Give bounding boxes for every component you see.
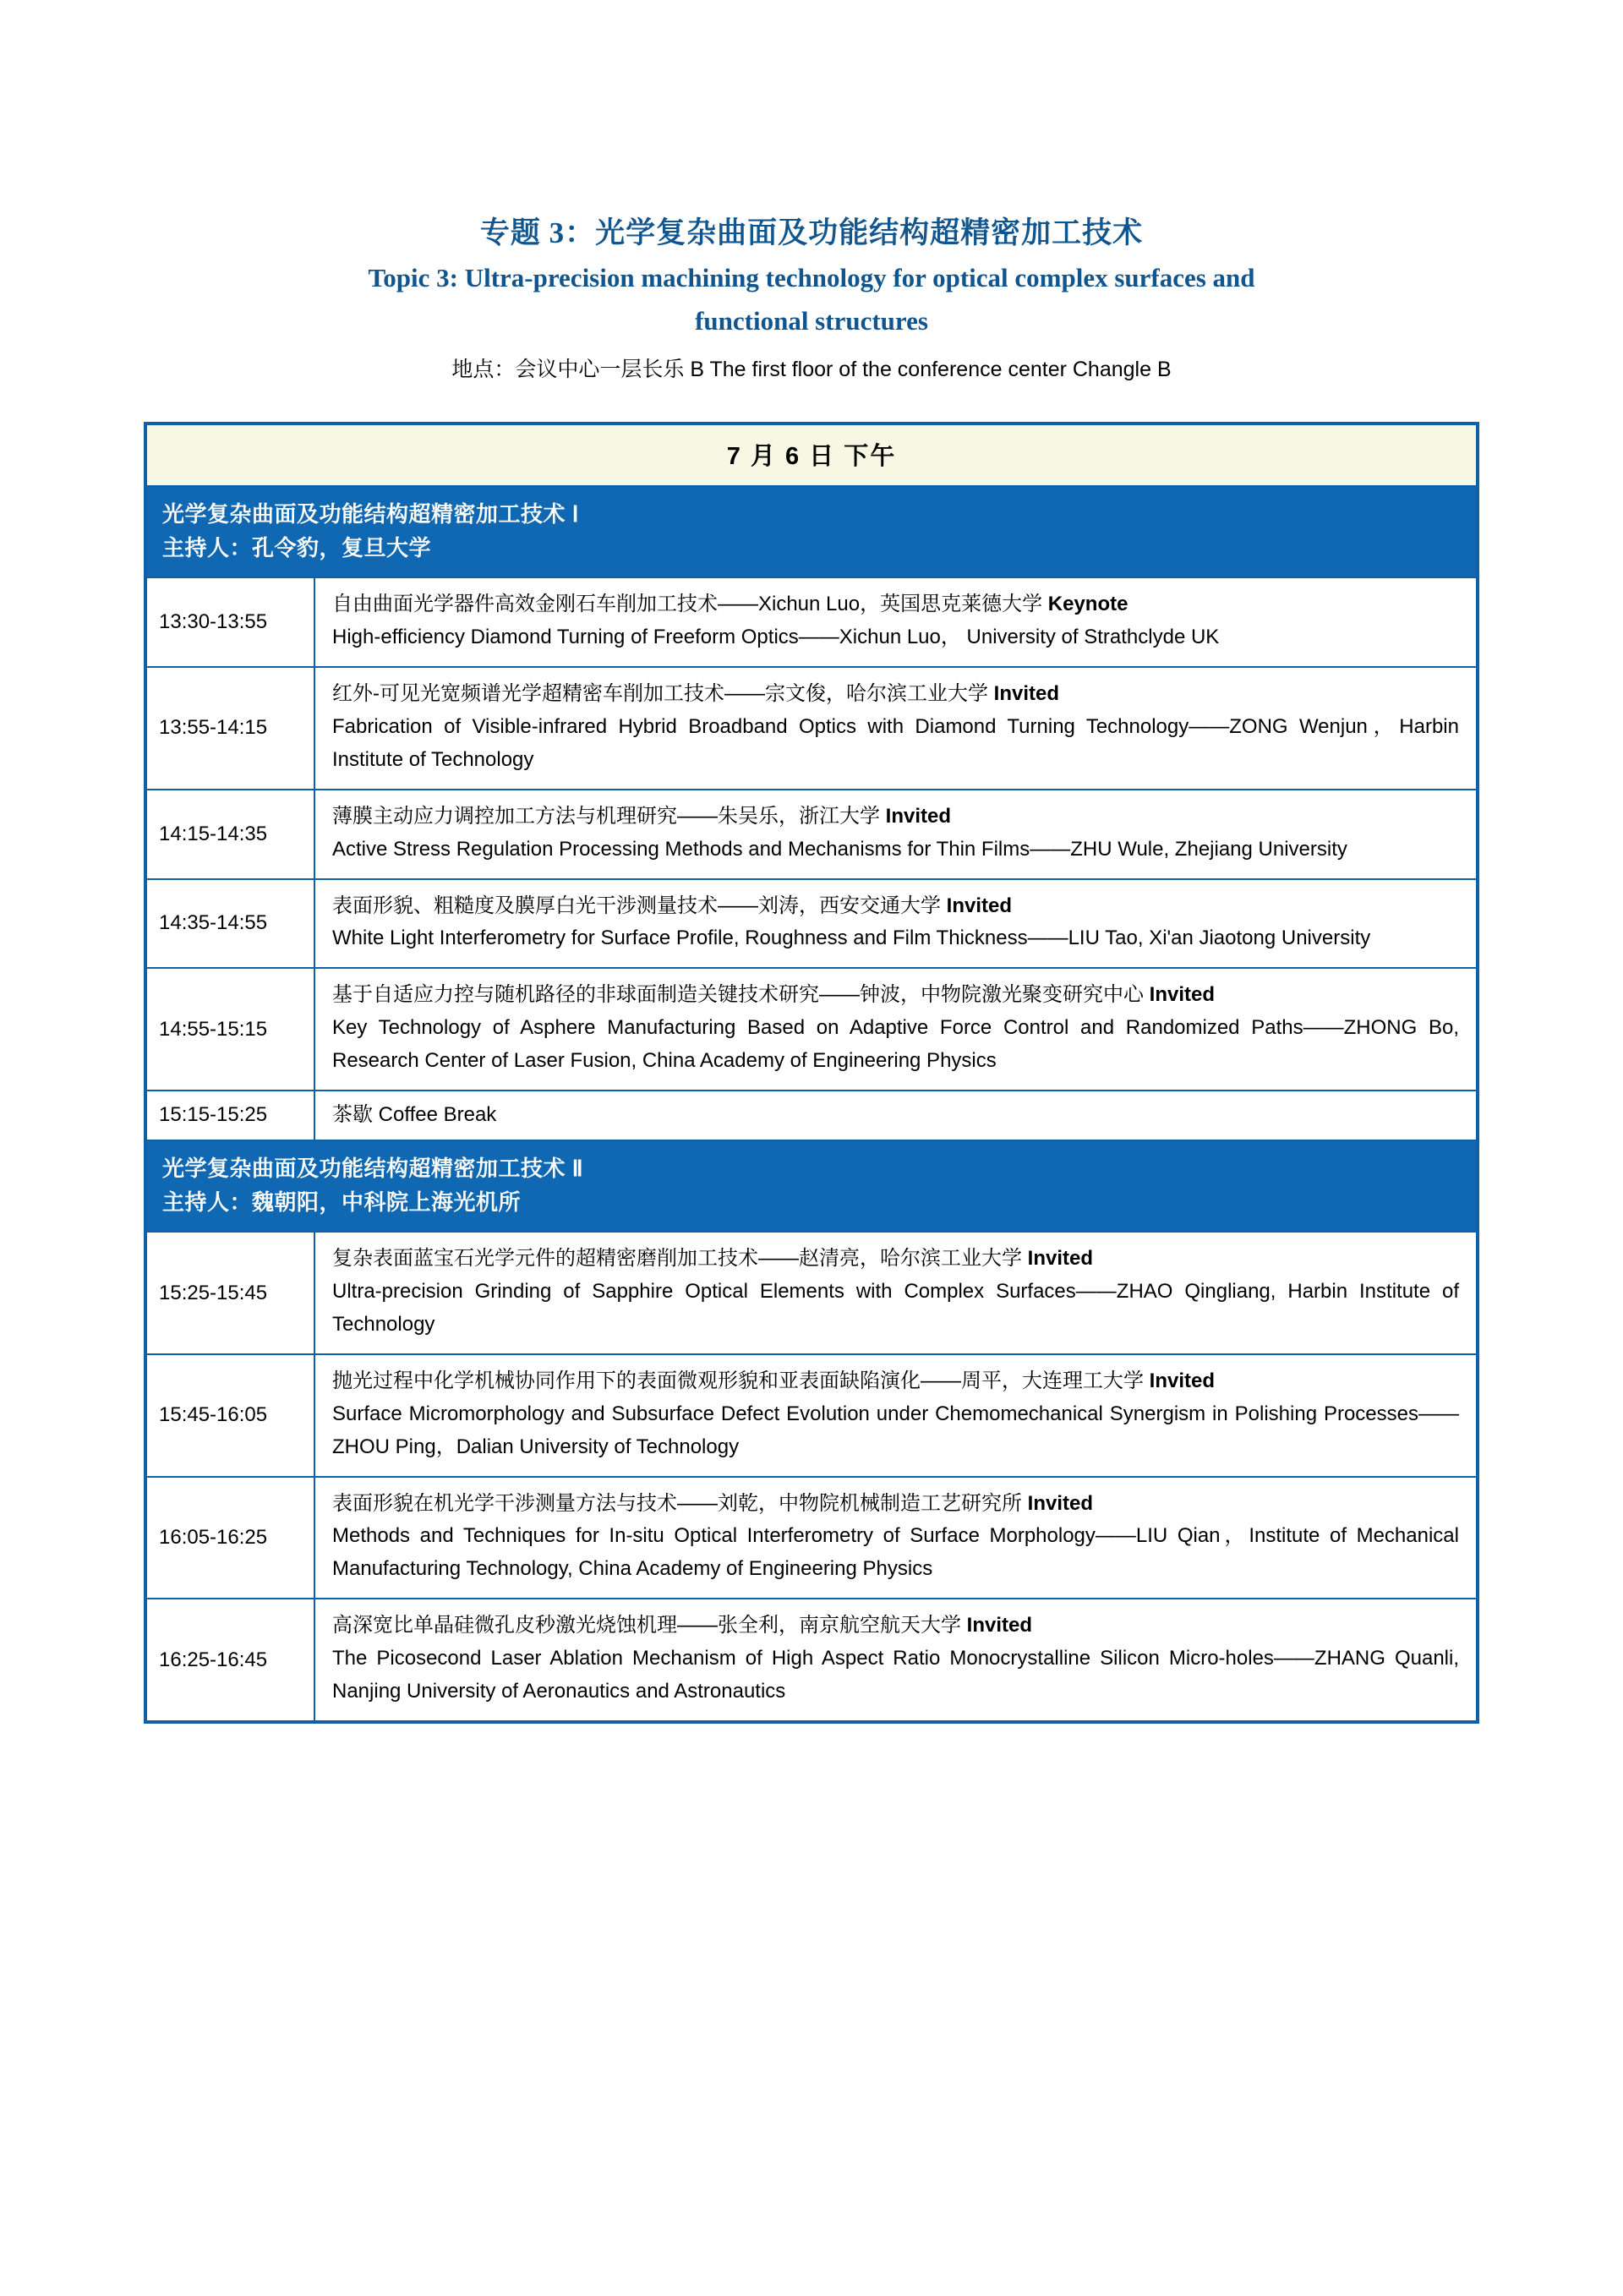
talk-tag: Invited <box>946 894 1013 917</box>
time-cell: 16:05-16:25 <box>145 1477 314 1599</box>
page-title-en-line2: functional structures <box>695 305 928 336</box>
day-bar-row <box>145 424 1478 486</box>
day-label: 7 月 6 日 下午 <box>145 424 1478 486</box>
talk-tag: Keynote <box>1047 593 1128 616</box>
session-header-row <box>145 1140 1478 1233</box>
agenda-table <box>144 422 1479 1724</box>
talk-title-en: High-efficiency Diamond Turning of Freeform Optics——Xichun Luo， University of Strathclyde UK <box>332 626 1220 649</box>
table-row <box>145 1599 1478 1722</box>
talk-title-cn <box>332 890 1459 923</box>
talk-title-cn-text: 薄膜主动应力调控加工方法与机理研究——朱吴乐，浙江大学 <box>332 804 886 828</box>
talk-cell <box>314 577 1478 667</box>
title-block <box>144 211 1479 342</box>
talk-title-cn-text: 表面形貌在机光学干涉测量方法与技术——刘乾，中物院机械制造工艺研究所 <box>332 1491 1028 1515</box>
talk-title-cn <box>332 1365 1459 1398</box>
talk-title-en: White Light Interferometry for Surface Profile, Roughness and Film Thickness——LIU Tao, Xi'an Jiaotong University <box>332 927 1371 950</box>
time-cell: 14:55-15:15 <box>145 968 314 1091</box>
talk-cell <box>314 968 1478 1091</box>
table-row <box>145 667 1478 790</box>
session-name: 光学复杂曲面及功能结构超精密加工技术 Ⅰ <box>162 500 579 527</box>
session-header-row <box>145 486 1478 578</box>
table-row <box>145 1354 1478 1477</box>
talk-title-en: Fabrication of Visible-infrared Hybrid Broadband Optics with Diamond Turning Technology——ZONG Wenjun，Harbin Institute of Technology <box>332 715 1459 771</box>
talk-title-cn <box>332 801 1459 834</box>
table-row <box>145 968 1478 1091</box>
talk-title-en: Ultra-precision Grinding of Sapphire Optical Elements with Complex Surfaces——ZHAO Qingliang, Harbin Institute of Technology <box>332 1280 1459 1337</box>
talk-title-en: Active Stress Regulation Processing Methods and Mechanisms for Thin Films——ZHU Wule, Zhejiang University <box>332 837 1347 861</box>
talk-tag: Invited <box>966 1614 1033 1637</box>
talk-cell <box>314 1477 1478 1599</box>
page-title-en-line1: Topic 3: Ultra-precision machining technology for optical complex surfaces and <box>368 262 1255 292</box>
session-chair: 主持人：魏朝阳，中科院上海光机所 <box>162 1189 522 1216</box>
talk-cell <box>314 879 1478 969</box>
talk-title-cn-text: 自由曲面光学器件高效金刚石车削加工技术——Xichun Luo，英国思克莱德大学 <box>332 593 1048 616</box>
page-title-cn: 专题 3：光学复杂曲面及功能结构超精密加工技术 <box>479 216 1144 249</box>
talk-title-cn <box>332 1488 1459 1521</box>
time-cell: 16:25-16:45 <box>145 1599 314 1722</box>
table-row <box>145 1477 1478 1599</box>
table-row <box>145 790 1478 879</box>
table-row <box>145 1232 1478 1354</box>
talk-title-cn <box>332 979 1459 1012</box>
session-header-cell <box>145 1140 1478 1233</box>
talk-title-en: Surface Micromorphology and Subsurface Defect Evolution under Chemomechanical Synergism in Polishing Processes——ZHOU Ping，Dalian University of Technology <box>332 1402 1459 1458</box>
talk-title-cn-text: 抛光过程中化学机械协同作用下的表面微观形貌和亚表面缺陷演化——周平，大连理工大学 <box>332 1369 1150 1392</box>
talk-tag: Invited <box>1027 1491 1094 1515</box>
table-row <box>145 879 1478 969</box>
talk-cell <box>314 667 1478 790</box>
break-label-cell: 茶歇 Coffee Break <box>314 1091 1478 1140</box>
time-cell: 13:30-13:55 <box>145 577 314 667</box>
talk-title-cn-text: 基于自适应力控与随机路径的非球面制造关键技术研究——钟波，中物院激光聚变研究中心 <box>332 983 1150 1007</box>
talk-tag: Invited <box>885 804 952 828</box>
time-cell: 15:25-15:45 <box>145 1232 314 1354</box>
talk-title-cn-text: 红外-可见光宽频谱光学超精密车削加工技术——宗文俊，哈尔滨工业大学 <box>332 682 994 706</box>
talk-title-cn-text: 高深宽比单晶硅微孔皮秒激光烧蚀机理——张全利，南京航空航天大学 <box>332 1614 967 1637</box>
break-row <box>145 1091 1478 1140</box>
break-time-cell: 15:15-15:25 <box>145 1091 314 1140</box>
talk-tag: Invited <box>1027 1247 1094 1271</box>
talk-tag: Invited <box>1149 983 1216 1007</box>
talk-title-cn <box>332 1243 1459 1276</box>
talk-cell <box>314 1232 1478 1354</box>
table-row <box>145 577 1478 667</box>
talk-title-en: Methods and Techniques for In-situ Optical Interferometry of Surface Morphology——LIU Qian，Institute of Mechanical Manufacturing Technology, China Academy of Engineering Physics <box>332 1524 1459 1581</box>
talk-cell <box>314 1599 1478 1722</box>
time-cell: 14:35-14:55 <box>145 879 314 969</box>
time-cell: 15:45-16:05 <box>145 1354 314 1477</box>
session-chair: 主持人：孔令豹，复旦大学 <box>162 535 432 561</box>
session-name: 光学复杂曲面及功能结构超精密加工技术 Ⅱ <box>162 1155 584 1181</box>
talk-title-en: The Picosecond Laser Ablation Mechanism of High Aspect Ratio Monocrystalline Silicon Micro-holes——ZHANG Quanli, Nanjing University of Aeronautics and Astronautics <box>332 1647 1459 1703</box>
talk-cell <box>314 1354 1478 1477</box>
talk-tag: Invited <box>993 682 1060 706</box>
talk-title-cn <box>332 1610 1459 1643</box>
talk-title-cn-text: 复杂表面蓝宝石光学元件的超精密磨削加工技术——赵清亮，哈尔滨工业大学 <box>332 1247 1028 1271</box>
time-cell: 13:55-14:15 <box>145 667 314 790</box>
venue-line: 地点：会议中心一层长乐 B The first floor of the conference center Changle B <box>451 357 1172 381</box>
session-header-cell <box>145 486 1478 578</box>
talk-cell <box>314 790 1478 879</box>
talk-title-cn <box>332 678 1459 711</box>
agenda-body <box>145 424 1478 1722</box>
talk-title-cn-text: 表面形貌、粗糙度及膜厚白光干涉测量技术——刘涛，西安交通大学 <box>332 894 947 917</box>
talk-title-cn <box>332 588 1459 621</box>
talk-tag: Invited <box>1149 1369 1216 1392</box>
time-cell: 14:15-14:35 <box>145 790 314 879</box>
talk-title-en: Key Technology of Asphere Manufacturing Based on Adaptive Force Control and Randomized Paths——ZHONG Bo, Research Center of Laser Fusion, China Academy of Engineering Physics <box>332 1016 1459 1072</box>
